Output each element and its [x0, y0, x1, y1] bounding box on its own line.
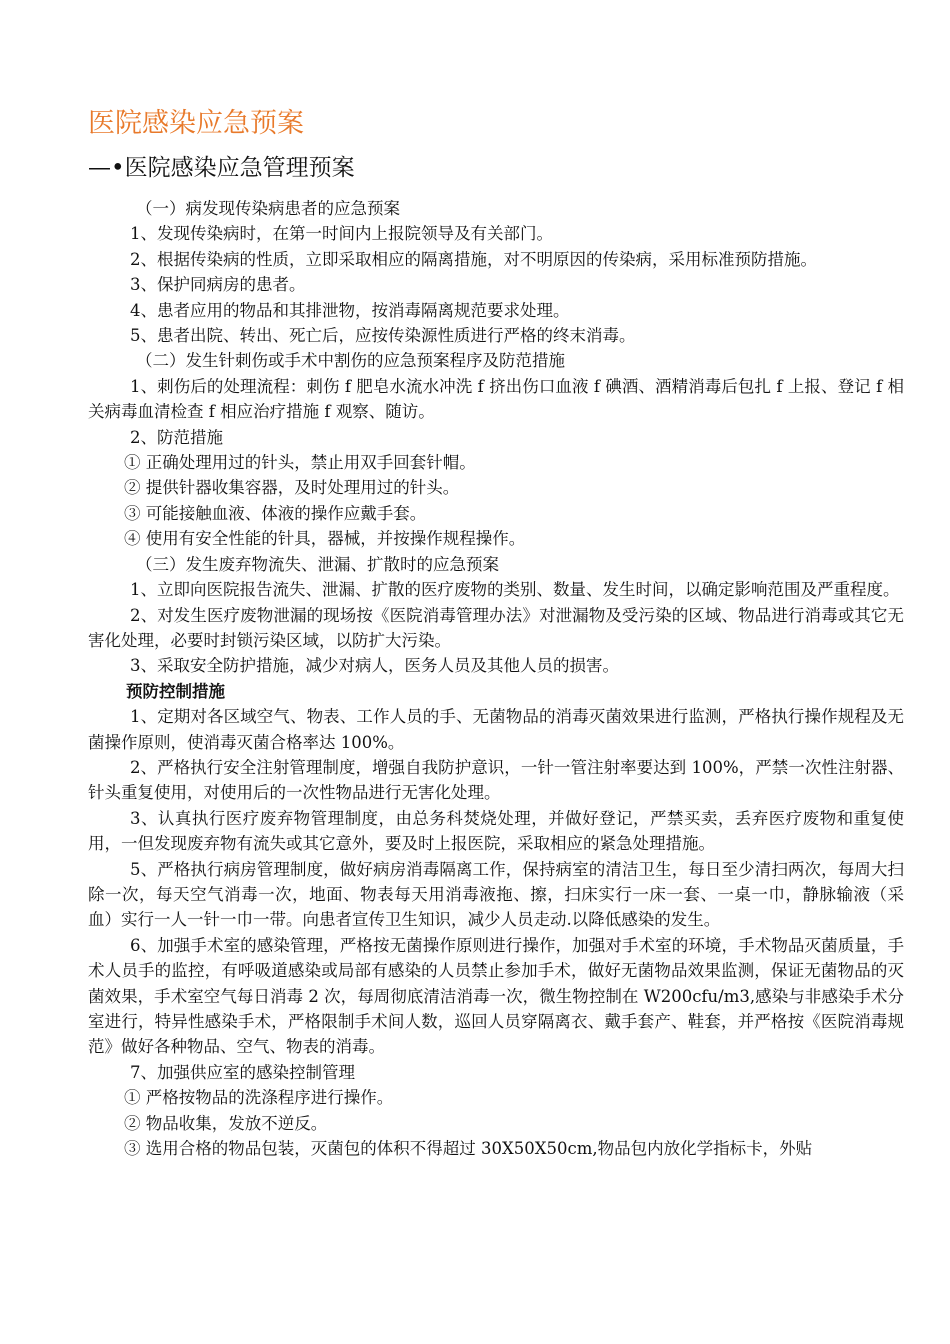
document-body	[88, 196, 904, 1161]
paragraph: 3、保护同病房的患者。	[130, 275, 306, 295]
paragraph: 1、发现传染病时，在第一时间内上报院领导及有关部门。	[130, 224, 553, 244]
paragraph: 1、刺伤后的处理流程：刺伤 f 肥皂水流水冲洗 f 挤出伤口血液 f 碘酒、酒精消毒后包扎 f 上报、登记 f 相关病毒血清检查 f 相应治疗措施 f 观察、随访。	[88, 376, 904, 422]
paragraph: 3、认真执行医疗废弃物管理制度，由总务科焚烧处理，并做好登记，严禁买卖，丢弃医疗废物和重复使用，一但发现废弃物有流失或其它意外，要及时上报医院，采取相应的紧急处理措施。	[88, 808, 904, 854]
paragraph: 2、严格执行安全注射管理制度，增强自我防护意识，一针一管注射率要达到 100%，严禁一次性注射器、针头重复使用，对使用后的一次性物品进行无害化处理。	[88, 757, 904, 803]
paragraph: 7、加强供应室的感染控制管理	[130, 1062, 355, 1082]
list-item: ① 严格按物品的洗涤程序进行操作。	[124, 1088, 394, 1108]
paragraph: 1、定期对各区域空气、物表、工作人员的手、无菌物品的消毒灭菌效果进行监测，严格执行操作规程及无菌操作原则，使消毒灭菌合格率达 100%。	[88, 707, 904, 752]
paragraph: 2、防范措施	[130, 427, 223, 447]
list-item: ② 物品收集，发放不逆反。	[124, 1113, 328, 1133]
subsection-heading: （三）发生废弃物流失、泄漏、扩散时的应急预案	[136, 554, 499, 574]
list-item: ① 正确处理用过的针头，禁止用双手回套针帽。	[124, 453, 476, 473]
list-item: ② 提供针器收集容器，及时处理用过的针头。	[124, 478, 460, 498]
paragraph: 3、采取安全防护措施，减少对病人，医务人员及其他人员的损害。	[130, 656, 619, 676]
bold-heading: 预防控制措施	[126, 681, 225, 701]
subsection-heading: （二）发生针刺伤或手术中割伤的应急预案程序及防范措施	[136, 351, 565, 371]
paragraph: 2、根据传染病的性质，立即采取相应的隔离措施，对不明原因的传染病，采用标准预防措施。	[130, 249, 817, 269]
document-title: 医院感染应急预案	[88, 108, 304, 139]
paragraph: 1、立即向医院报告流失、泄漏、扩散的医疗废物的类别、数量、发生时间，以确定影响范围及严重程度。	[130, 580, 900, 600]
paragraph: 2、对发生医疗废物泄漏的现场按《医院消毒管理办法》对泄漏物及受污染的区域、物品进行消毒或其它无害化处理，必要时封锁污染区域，以防扩大污染。	[88, 605, 904, 650]
list-item: ③ 可能接触血液、体液的操作应戴手套。	[124, 503, 427, 523]
paragraph: 6、加强手术室的感染管理，严格按无菌操作原则进行操作，加强对手术室的环境，手术物品灭菌质量，手术人员手的监控，有呼吸道感染或局部有感染的人员禁止参加手术，做好无菌物品效果监测，保证无菌物品的灭菌效果，手术室空气每日消毒 2 次，每周彻底清洁消毒一次，微生物控制在 W200cfu/m3,感染与非感染手术分室进行，特异性感染手术，严格限制手术间人数，巡回人员穿隔离衣、戴手套产、鞋套，并严格按《医院消毒规范》做好各种物品、空气、物表的消毒。	[88, 935, 904, 1057]
subsection-heading: （一）病发现传染病患者的应急预案	[136, 199, 400, 218]
paragraph: 5、患者出院、转出、死亡后，应按传染源性质进行严格的终末消毒。	[130, 326, 636, 346]
section-heading: —•医院感染应急管理预案	[88, 155, 355, 181]
list-item: ④ 使用有安全性能的针具，器械，并按操作规程操作。	[124, 529, 526, 549]
paragraph: 5、严格执行病房管理制度，做好病房消毒隔离工作，保持病室的清洁卫生，每日至少清扫两次，每周大扫除一次，每天空气消毒一次，地面、物表每天用消毒液拖、擦，扫床实行一床一套、一桌一巾，静脉输液（采血）实行一人一针一巾一带。向患者宣传卫生知识，减少人员走动.以降低感染的发生。	[88, 859, 904, 930]
paragraph: 4、患者应用的物品和其排泄物，按消毒隔离规范要求处理。	[130, 300, 570, 320]
list-item: ③ 选用合格的物品包装，灭菌包的体积不得超过 30X50X50cm,物品包内放化学指标卡，外贴	[124, 1139, 813, 1159]
